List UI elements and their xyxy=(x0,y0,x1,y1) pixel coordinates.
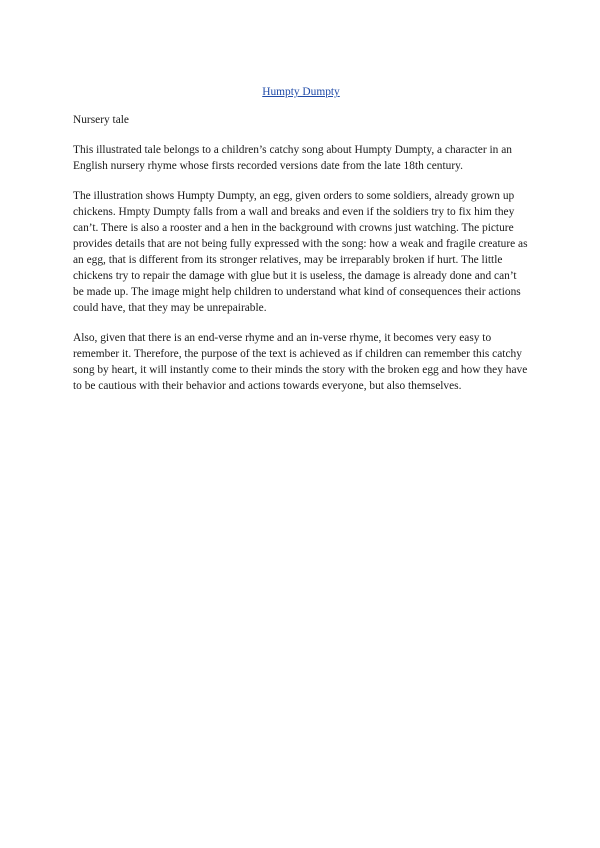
document-subtitle: Nursery tale xyxy=(73,114,129,126)
document-body xyxy=(73,84,529,408)
title-link[interactable]: Humpty Dumpty xyxy=(262,86,340,98)
paragraph-rhyme: Also, given that there is an end-verse rhyme and an in-verse rhyme, it becomes very easy to remember it. Therefore, the purpose of the text is achieved as if children can remember this catchy song by heart, it will instantly come to their minds the story with the broken egg and how they have to be cautious with their behavior and actions towards everyone, but also themselves. xyxy=(73,332,528,392)
paragraph-intro: This illustrated tale belongs to a children’s catchy song about Humpty Dumpty, a character in an English nursery rhyme whose firsts recorded versions date from the late 18th century. xyxy=(73,144,512,172)
paragraph-illustration: The illustration shows Humpty Dumpty, an egg, given orders to some soldiers, already grown up chickens. Hmpty Dumpty falls from a wall and breaks and even if the soldiers try to fix him they can’t. There is also a rooster and a hen in the background with crowns just watching. The picture provides details that are not being fully expressed with the song: how a weak and fragile creature as an egg, that is different from its stronger relatives, may be irreparably broken if hurt. The little chickens try to repair the damage with glue but it is useless, the damage is already done and can’t be made up. The image might help children to understand what kind of consequences their actions could have, that they may be unrepairable. xyxy=(73,190,528,314)
document-title xyxy=(73,84,529,100)
